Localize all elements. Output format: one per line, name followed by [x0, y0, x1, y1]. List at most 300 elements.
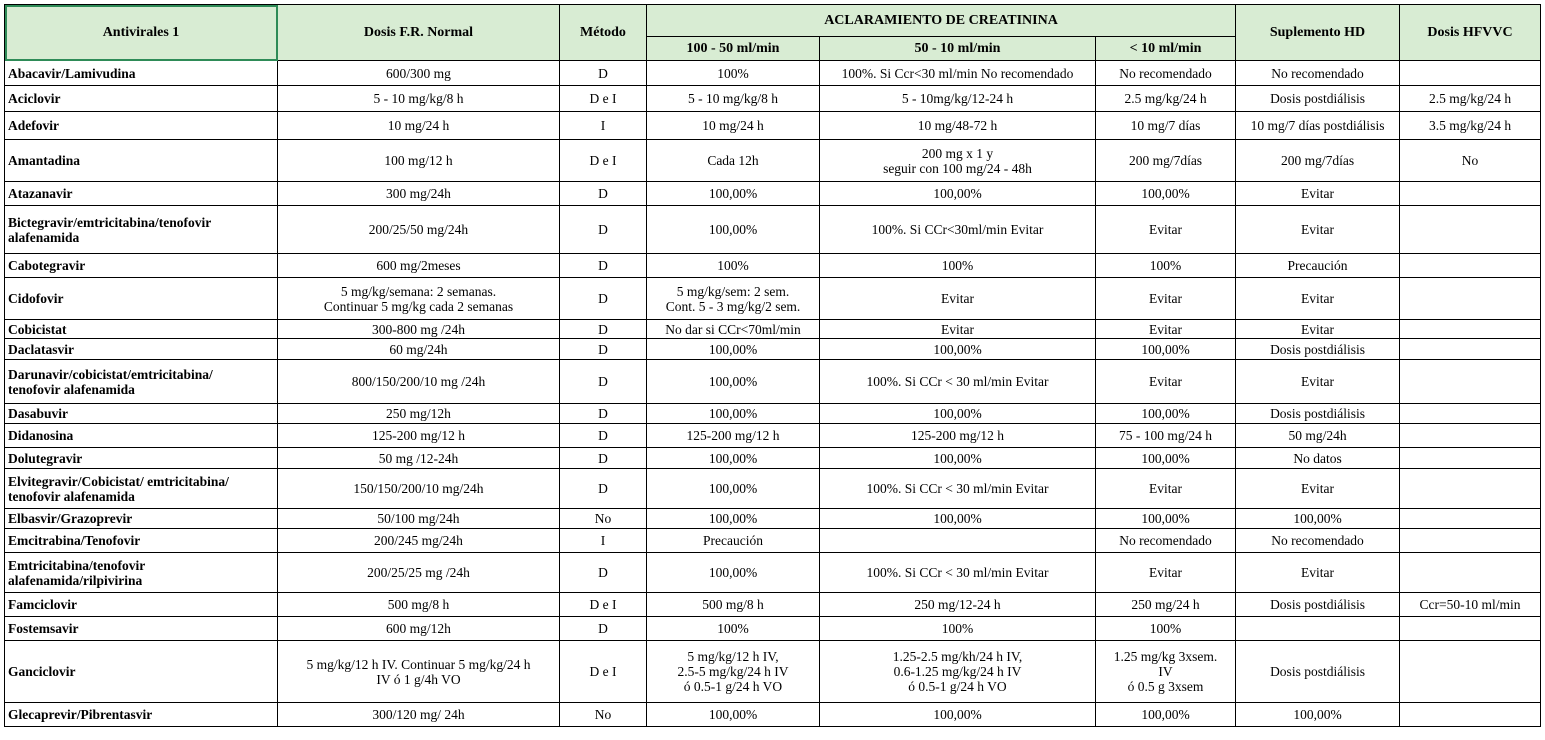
cell-text-line: D	[598, 341, 608, 357]
cell-ccr-50-10[interactable]	[820, 617, 1096, 641]
cell-ccr-100-50[interactable]	[647, 509, 820, 529]
cell-ccr-lt-10[interactable]	[1096, 703, 1236, 727]
cell-text-line: 250 mg/12h	[386, 406, 451, 421]
cell-dosis-hfvvc[interactable]	[1400, 593, 1541, 617]
cell-dosis-hfvvc[interactable]	[1400, 86, 1541, 112]
cell-text-line: Dolutegravir	[8, 450, 83, 466]
cell-dosis-hfvvc[interactable]	[1400, 509, 1541, 529]
cell-ccr-lt-10[interactable]	[1096, 617, 1236, 641]
cell-text-line: Ccr=50-10 ml/min	[1419, 597, 1521, 612]
cell-text-line: 100,00%	[1141, 406, 1190, 421]
cell-metodo[interactable]	[560, 182, 647, 206]
cell-text-line: 125-200 mg/12 h	[911, 428, 1004, 443]
cell-text-line: Evitar	[941, 321, 974, 337]
cell-drug-name[interactable]	[5, 529, 278, 553]
cell-text-line: 500 mg/8 h	[702, 597, 764, 612]
cell-ccr-lt-10[interactable]	[1096, 278, 1236, 320]
cell-drug-name[interactable]	[5, 404, 278, 424]
cell-suplemento-hd[interactable]	[1236, 509, 1400, 529]
cell-drug-name[interactable]	[5, 182, 278, 206]
cell-drug-name[interactable]	[5, 469, 278, 509]
cell-dosis-fr-normal[interactable]	[278, 360, 560, 404]
header-aclaramiento-creatinina[interactable]: ACLARAMIENTO DE CREATININA	[647, 5, 1236, 37]
cell-suplemento-hd[interactable]	[1236, 254, 1400, 278]
cell-dosis-fr-normal[interactable]	[278, 254, 560, 278]
cell-ccr-50-10[interactable]	[820, 61, 1096, 86]
cell-metodo[interactable]	[560, 404, 647, 424]
cell-dosis-hfvvc[interactable]	[1400, 448, 1541, 469]
cell-ccr-lt-10[interactable]	[1096, 140, 1236, 182]
cell-ccr-100-50[interactable]	[647, 112, 820, 140]
cell-ccr-lt-10[interactable]	[1096, 339, 1236, 360]
cell-dosis-fr-normal[interactable]	[278, 617, 560, 641]
cell-dosis-fr-normal[interactable]	[278, 424, 560, 448]
cell-dosis-hfvvc[interactable]	[1400, 339, 1541, 360]
header-ccr-lt-10[interactable]: < 10 ml/min	[1096, 37, 1236, 61]
cell-dosis-fr-normal[interactable]	[278, 703, 560, 727]
cell-ccr-100-50[interactable]	[647, 469, 820, 509]
cell-text-line: 600 mg/12h	[386, 621, 451, 636]
cell-text-line: 125-200 mg/12 h	[686, 428, 780, 443]
cell-dosis-fr-normal[interactable]	[278, 593, 560, 617]
cell-text-line: Bictegravir/emtricitabina/tenofovir	[8, 214, 212, 230]
cell-text-line: 100%	[1149, 621, 1182, 636]
cell-suplemento-hd[interactable]	[1236, 553, 1400, 593]
cell-text-line: I	[600, 533, 606, 548]
cell-metodo[interactable]	[560, 339, 647, 360]
cell-ccr-lt-10[interactable]	[1096, 641, 1236, 703]
cell-text-line: 200/25/50 mg/24h	[368, 222, 469, 237]
cell-dosis-fr-normal[interactable]	[278, 529, 560, 553]
table-row	[5, 553, 1541, 593]
cell-ccr-50-10[interactable]	[820, 206, 1096, 254]
cell-drug-name[interactable]	[5, 112, 278, 140]
header-dosis-hfvvc[interactable]: Dosis HFVVC	[1400, 5, 1541, 61]
cell-text-line: Evitar	[1301, 291, 1335, 306]
cell-text-line: 5 mg/kg/12 h IV. Continuar 5 mg/kg/24 h	[306, 656, 531, 672]
cell-ccr-50-10[interactable]	[820, 448, 1096, 469]
cell-ccr-100-50[interactable]	[647, 140, 820, 182]
cell-text-line: 75 - 100 mg/24 h	[1119, 428, 1212, 443]
table-row	[5, 339, 1541, 360]
cell-text-line: D	[598, 321, 608, 337]
cell-dosis-hfvvc[interactable]	[1400, 469, 1541, 509]
cell-ccr-lt-10[interactable]	[1096, 360, 1236, 404]
cell-dosis-hfvvc[interactable]	[1400, 360, 1541, 404]
cell-text-line: 100,00%	[1141, 450, 1190, 466]
cell-metodo[interactable]	[560, 424, 647, 448]
cell-text-line: 10 mg/24 h	[702, 118, 764, 133]
cell-ccr-lt-10[interactable]	[1096, 529, 1236, 553]
cell-text-line: IV	[1158, 664, 1173, 679]
cell-dosis-hfvvc[interactable]	[1400, 206, 1541, 254]
cell-dosis-hfvvc[interactable]	[1400, 254, 1541, 278]
cell-drug-name[interactable]	[5, 509, 278, 529]
cell-suplemento-hd[interactable]	[1236, 112, 1400, 140]
cell-text-line: Dosis postdiálisis	[1270, 406, 1365, 421]
cell-suplemento-hd[interactable]	[1236, 360, 1400, 404]
cell-ccr-50-10[interactable]	[820, 140, 1096, 182]
cell-ccr-100-50[interactable]	[647, 703, 820, 727]
cell-dosis-hfvvc[interactable]	[1400, 61, 1541, 86]
cell-suplemento-hd[interactable]	[1236, 320, 1400, 339]
cell-text-line: 100,00%	[708, 222, 758, 237]
cell-suplemento-hd[interactable]	[1236, 617, 1400, 641]
header-metodo[interactable]: Método	[560, 5, 647, 61]
cell-text-line: D e I	[589, 597, 617, 612]
cell-metodo[interactable]	[560, 206, 647, 254]
cell-text-line: 100,00%	[1141, 511, 1190, 526]
cell-text-line: Cobicistat	[8, 321, 67, 337]
cell-ccr-lt-10[interactable]	[1096, 469, 1236, 509]
cell-text-line: D e I	[589, 91, 617, 106]
cell-text-line: Evitar	[1301, 374, 1335, 389]
cell-text-line: D	[598, 186, 608, 201]
cell-dosis-fr-normal[interactable]	[278, 404, 560, 424]
cell-dosis-fr-normal[interactable]	[278, 509, 560, 529]
cell-text-line: Glecaprevir/Pibrentasvir	[8, 707, 153, 722]
cell-suplemento-hd[interactable]	[1236, 86, 1400, 112]
cell-metodo[interactable]	[560, 469, 647, 509]
cell-ccr-lt-10[interactable]	[1096, 593, 1236, 617]
cell-ccr-100-50[interactable]	[647, 278, 820, 320]
cell-drug-name[interactable]	[5, 617, 278, 641]
cell-ccr-lt-10[interactable]	[1096, 404, 1236, 424]
cell-text-line: 200 mg x 1 y	[921, 145, 994, 161]
cell-suplemento-hd[interactable]	[1236, 278, 1400, 320]
cell-ccr-100-50[interactable]	[647, 404, 820, 424]
cell-text-line: 100%. Si CCr<30ml/min Evitar	[871, 222, 1044, 237]
cell-ccr-lt-10[interactable]	[1096, 553, 1236, 593]
dosing-table-container	[4, 4, 1541, 727]
cell-text-line: Evitar	[1149, 481, 1182, 496]
cell-ccr-50-10[interactable]	[820, 112, 1096, 140]
cell-text-line: 100,00%	[708, 450, 758, 466]
cell-text-line: Fostemsavir	[8, 621, 79, 636]
cell-ccr-100-50[interactable]	[647, 320, 820, 339]
cell-metodo[interactable]	[560, 254, 647, 278]
cell-text-line: D	[598, 374, 608, 389]
cell-ccr-50-10[interactable]	[820, 404, 1096, 424]
cell-text-line: Ganciclovir	[8, 664, 76, 679]
cell-text-line: 100,00%	[933, 186, 982, 201]
cell-text-line: Dosis postdiálisis	[1270, 341, 1365, 357]
header-suplemento-hd[interactable]: Suplemento HD	[1236, 5, 1400, 61]
cell-ccr-50-10[interactable]	[820, 424, 1096, 448]
cell-ccr-100-50[interactable]	[647, 424, 820, 448]
cell-dosis-hfvvc[interactable]	[1400, 320, 1541, 339]
cell-dosis-fr-normal[interactable]	[278, 112, 560, 140]
cell-text-line: D e I	[589, 153, 617, 168]
cell-dosis-hfvvc[interactable]	[1400, 140, 1541, 182]
cell-drug-name[interactable]	[5, 448, 278, 469]
cell-ccr-50-10[interactable]	[820, 360, 1096, 404]
cell-ccr-100-50[interactable]	[647, 448, 820, 469]
cell-dosis-hfvvc[interactable]	[1400, 553, 1541, 593]
cell-text-line: No recomendado	[1119, 533, 1212, 548]
cell-ccr-lt-10[interactable]	[1096, 112, 1236, 140]
cell-ccr-100-50[interactable]	[647, 641, 820, 703]
cell-text-line: 100,00%	[933, 341, 982, 357]
cell-text-line: D	[598, 450, 608, 466]
cell-text-line: 125-200 mg/12 h	[372, 428, 465, 443]
cell-suplemento-hd[interactable]	[1236, 448, 1400, 469]
cell-text-line: 100 mg/12 h	[384, 153, 453, 168]
cell-ccr-100-50[interactable]	[647, 86, 820, 112]
cell-ccr-50-10[interactable]	[820, 703, 1096, 727]
cell-ccr-lt-10[interactable]	[1096, 86, 1236, 112]
cell-ccr-50-10[interactable]	[820, 182, 1096, 206]
cell-text-line: 600 mg/2meses	[376, 258, 461, 273]
cell-ccr-100-50[interactable]	[647, 617, 820, 641]
cell-text-line: Amantadina	[8, 153, 81, 168]
table-row	[5, 140, 1541, 182]
cell-text-line: 100%	[941, 258, 974, 273]
cell-metodo[interactable]	[560, 112, 647, 140]
cell-metodo[interactable]	[560, 529, 647, 553]
cell-metodo[interactable]	[560, 86, 647, 112]
cell-dosis-fr-normal[interactable]	[278, 469, 560, 509]
cell-dosis-hfvvc[interactable]	[1400, 617, 1541, 641]
cell-ccr-lt-10[interactable]	[1096, 182, 1236, 206]
cell-text-line: 10 mg/48-72 h	[917, 118, 998, 133]
cell-suplemento-hd[interactable]	[1236, 61, 1400, 86]
cell-suplemento-hd[interactable]	[1236, 140, 1400, 182]
header-ccr-50-10[interactable]: 50 - 10 ml/min	[820, 37, 1096, 61]
cell-text-line: 200 mg/7días	[1280, 153, 1355, 168]
cell-text-line: Evitar	[1149, 374, 1182, 389]
cell-ccr-lt-10[interactable]	[1096, 448, 1236, 469]
cell-ccr-100-50[interactable]	[647, 339, 820, 360]
cell-text-line: Evitar	[941, 291, 974, 306]
cell-text-line: 100,00%	[708, 374, 758, 389]
cell-drug-name[interactable]	[5, 140, 278, 182]
cell-dosis-hfvvc[interactable]	[1400, 182, 1541, 206]
cell-text-line: D e I	[589, 664, 617, 679]
cell-ccr-100-50[interactable]	[647, 360, 820, 404]
cell-drug-name[interactable]	[5, 86, 278, 112]
cell-text-line: 5 mg/kg/semana: 2 semanas.	[340, 283, 497, 299]
cell-dosis-fr-normal[interactable]	[278, 86, 560, 112]
cell-text-line: tenofovir alafenamida	[8, 488, 135, 504]
cell-text-line: 100,00%	[708, 511, 758, 526]
table-row	[5, 360, 1541, 404]
cell-dosis-fr-normal[interactable]	[278, 140, 560, 182]
cell-ccr-lt-10[interactable]	[1096, 254, 1236, 278]
cell-dosis-hfvvc[interactable]	[1400, 112, 1541, 140]
cell-ccr-lt-10[interactable]	[1096, 61, 1236, 86]
cell-dosis-fr-normal[interactable]	[278, 641, 560, 703]
cell-text-line: 100,00%	[933, 707, 982, 722]
cell-text-line: D	[598, 222, 608, 237]
cell-drug-name[interactable]	[5, 339, 278, 360]
cell-text-line: 200 mg/7días	[1128, 153, 1203, 168]
cell-ccr-50-10[interactable]	[820, 278, 1096, 320]
cell-metodo[interactable]	[560, 617, 647, 641]
cell-metodo[interactable]	[560, 61, 647, 86]
cell-metodo[interactable]	[560, 593, 647, 617]
cell-text-line: 100,00%	[708, 565, 758, 580]
cell-ccr-100-50[interactable]	[647, 206, 820, 254]
cell-ccr-100-50[interactable]	[647, 529, 820, 553]
cell-dosis-fr-normal[interactable]	[278, 320, 560, 339]
cell-text-line: Cabotegravir	[8, 258, 86, 273]
cell-text-line: D	[598, 565, 608, 580]
cell-text-line: 100,00%	[708, 707, 758, 722]
cell-dosis-fr-normal[interactable]	[278, 278, 560, 320]
cell-text-line: 300/120 mg/ 24h	[372, 707, 465, 722]
cell-text-line: 250 mg/24 h	[1131, 597, 1200, 612]
cell-ccr-100-50[interactable]	[647, 182, 820, 206]
cell-metodo[interactable]	[560, 278, 647, 320]
cell-dosis-fr-normal[interactable]	[278, 339, 560, 360]
cell-text-line: 3.5 mg/kg/24 h	[1428, 118, 1512, 133]
cell-text-line: 300 mg/24h	[386, 186, 451, 201]
cell-text-line: 200/245 mg/24h	[374, 533, 463, 548]
cell-ccr-100-50[interactable]	[647, 254, 820, 278]
cell-ccr-lt-10[interactable]	[1096, 320, 1236, 339]
cell-dosis-fr-normal[interactable]	[278, 448, 560, 469]
header-dosis-fr-normal[interactable]: Dosis F.R. Normal	[278, 5, 560, 61]
cell-ccr-50-10[interactable]	[820, 254, 1096, 278]
cell-text-line: 10 mg/24 h	[387, 118, 450, 133]
cell-ccr-50-10[interactable]	[820, 593, 1096, 617]
cell-ccr-100-50[interactable]	[647, 61, 820, 86]
cell-text-line: ó 0.5-1 g/24 h VO	[908, 679, 1007, 694]
header-antivirales[interactable]: Antivirales 1	[5, 5, 278, 61]
cell-text-line: IV ó 1 g/4h VO	[376, 671, 461, 687]
cell-text-line: Precaución	[703, 533, 763, 548]
cell-text-line: No datos	[1293, 450, 1342, 466]
cell-text-line: No recomendado	[1119, 65, 1212, 81]
table-row	[5, 529, 1541, 553]
cell-text-line: D	[598, 291, 608, 306]
cell-suplemento-hd[interactable]	[1236, 641, 1400, 703]
cell-text-line: 0.6-1.25 mg/kg/24 h IV	[893, 664, 1022, 679]
cell-ccr-50-10[interactable]	[820, 320, 1096, 339]
cell-suplemento-hd[interactable]	[1236, 206, 1400, 254]
cell-drug-name[interactable]	[5, 320, 278, 339]
cell-text-line: 100,00%	[1293, 707, 1342, 722]
cell-text-line: Dosis postdiálisis	[1270, 664, 1365, 679]
cell-text-line: 100,00%	[708, 406, 758, 421]
cell-text-line: Atazanavir	[8, 186, 73, 201]
cell-text-line: D	[598, 621, 608, 636]
table-row	[5, 469, 1541, 509]
cell-metodo[interactable]	[560, 140, 647, 182]
cell-ccr-50-10[interactable]	[820, 509, 1096, 529]
cell-text-line: seguir con 100 mg/24 - 48h	[883, 160, 1032, 176]
cell-drug-name[interactable]	[5, 254, 278, 278]
cell-text-line: Evitar	[1149, 222, 1182, 237]
table-row	[5, 206, 1541, 254]
cell-ccr-50-10[interactable]	[820, 469, 1096, 509]
cell-ccr-lt-10[interactable]	[1096, 424, 1236, 448]
cell-drug-name[interactable]	[5, 61, 278, 86]
cell-drug-name[interactable]	[5, 703, 278, 727]
cell-suplemento-hd[interactable]	[1236, 593, 1400, 617]
cell-text-line: Famciclovir	[8, 597, 77, 612]
cell-dosis-hfvvc[interactable]	[1400, 703, 1541, 727]
cell-dosis-hfvvc[interactable]	[1400, 641, 1541, 703]
cell-text-line: 50 mg /12-24h	[378, 450, 459, 466]
cell-text-line: tenofovir alafenamida	[8, 381, 135, 397]
cell-drug-name[interactable]	[5, 206, 278, 254]
cell-ccr-lt-10[interactable]	[1096, 509, 1236, 529]
cell-text-line: 5 mg/kg/12 h IV,	[687, 649, 779, 664]
cell-dosis-fr-normal[interactable]	[278, 553, 560, 593]
cell-ccr-100-50[interactable]	[647, 593, 820, 617]
cell-suplemento-hd[interactable]	[1236, 339, 1400, 360]
cell-text-line: 50/100 mg/24h	[377, 511, 460, 526]
cell-text-line: Daclatasvir	[8, 341, 74, 357]
cell-text-line: alafenamida/rilpivirina	[8, 572, 143, 588]
cell-ccr-50-10[interactable]	[820, 86, 1096, 112]
cell-text-line: 600/300 mg	[386, 65, 451, 81]
cell-suplemento-hd[interactable]	[1236, 703, 1400, 727]
cell-suplemento-hd[interactable]	[1236, 182, 1400, 206]
cell-metodo[interactable]	[560, 703, 647, 727]
cell-drug-name[interactable]	[5, 553, 278, 593]
cell-text-line: 100%. Si CCr < 30 ml/min Evitar	[866, 565, 1049, 580]
cell-text-line: Evitar	[1301, 565, 1335, 580]
cell-ccr-50-10[interactable]	[820, 529, 1096, 553]
cell-text-line: 100%. Si CCr < 30 ml/min Evitar	[866, 374, 1049, 389]
cell-ccr-100-50[interactable]	[647, 553, 820, 593]
cell-metodo[interactable]	[560, 360, 647, 404]
cell-ccr-50-10[interactable]	[820, 339, 1096, 360]
cell-metodo[interactable]	[560, 509, 647, 529]
cell-ccr-50-10[interactable]	[820, 641, 1096, 703]
cell-ccr-50-10[interactable]	[820, 553, 1096, 593]
cell-text-line: D	[598, 481, 608, 496]
cell-drug-name[interactable]	[5, 278, 278, 320]
cell-suplemento-hd[interactable]	[1236, 424, 1400, 448]
table-row	[5, 254, 1541, 278]
cell-text-line: Aciclovir	[8, 91, 61, 106]
table-row	[5, 278, 1541, 320]
cell-suplemento-hd[interactable]	[1236, 404, 1400, 424]
cell-dosis-fr-normal[interactable]	[278, 61, 560, 86]
antiviral-dosing-table	[4, 4, 1541, 727]
cell-drug-name[interactable]	[5, 641, 278, 703]
cell-metodo[interactable]	[560, 448, 647, 469]
cell-text-line: 2.5 mg/kg/24 h	[1428, 91, 1512, 106]
cell-suplemento-hd[interactable]	[1236, 469, 1400, 509]
cell-metodo[interactable]	[560, 553, 647, 593]
cell-suplemento-hd[interactable]	[1236, 529, 1400, 553]
cell-dosis-fr-normal[interactable]	[278, 206, 560, 254]
cell-dosis-hfvvc[interactable]	[1400, 278, 1541, 320]
cell-text-line: Dosis postdiálisis	[1270, 597, 1365, 612]
cell-dosis-hfvvc[interactable]	[1400, 404, 1541, 424]
cell-dosis-fr-normal[interactable]	[278, 182, 560, 206]
cell-metodo[interactable]	[560, 641, 647, 703]
cell-text-line: No	[594, 511, 612, 526]
cell-dosis-hfvvc[interactable]	[1400, 424, 1541, 448]
cell-metodo[interactable]	[560, 320, 647, 339]
header-ccr-100-50[interactable]: 100 - 50 ml/min	[647, 37, 820, 61]
cell-text-line: 100%	[1149, 258, 1182, 273]
cell-drug-name[interactable]	[5, 360, 278, 404]
cell-text-line: Dosis postdiálisis	[1270, 91, 1365, 106]
cell-text-line: Cidofovir	[8, 291, 64, 306]
cell-dosis-hfvvc[interactable]	[1400, 529, 1541, 553]
table-row	[5, 86, 1541, 112]
cell-drug-name[interactable]	[5, 593, 278, 617]
cell-ccr-lt-10[interactable]	[1096, 206, 1236, 254]
cell-drug-name[interactable]	[5, 424, 278, 448]
